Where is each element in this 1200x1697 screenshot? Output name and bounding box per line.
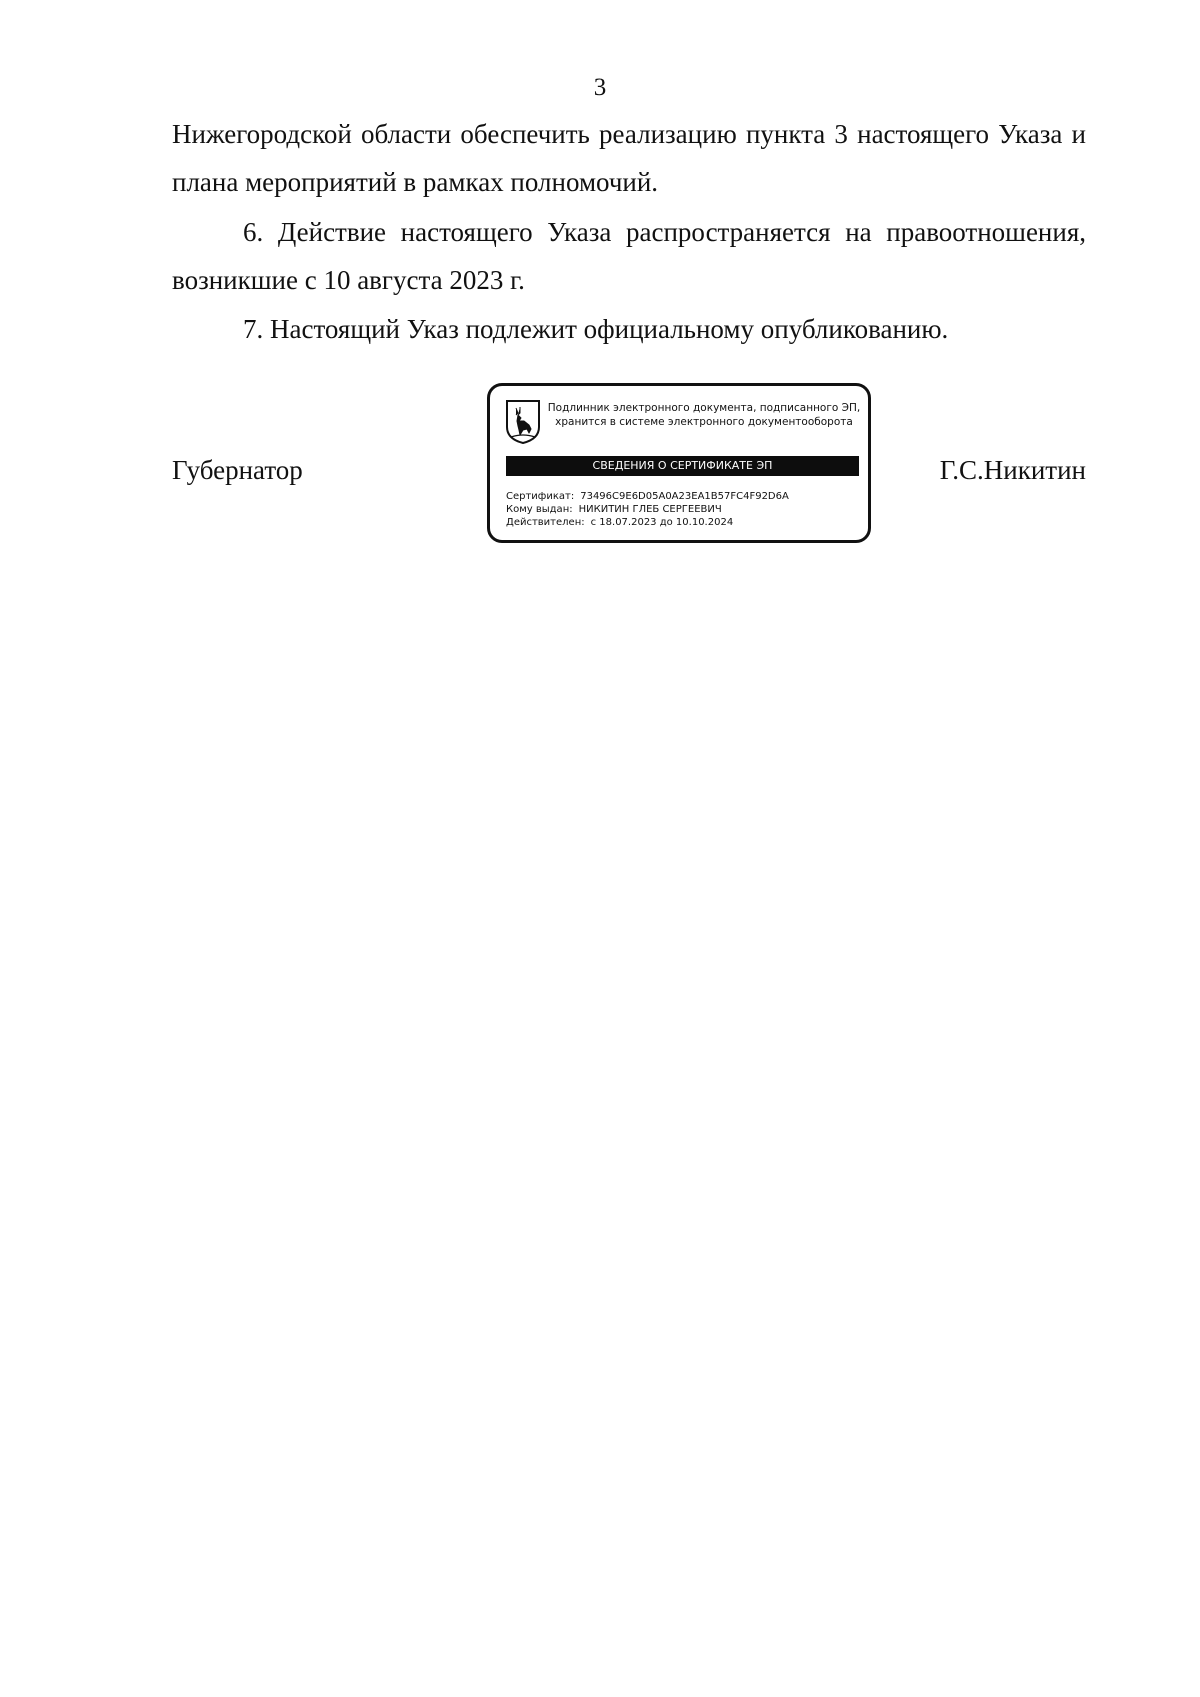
- issued-to-value: НИКИТИН ГЛЕБ СЕРГЕЕВИЧ: [578, 504, 722, 515]
- paragraph-continuation: Нижегородской области обеспечить реализацию пункта 3 настоящего Указа и плана мероприятий в рамках полномочий.: [172, 119, 1086, 197]
- validity-row: [506, 516, 789, 529]
- stamp-header-line: Подлинник электронного документа, подписанного ЭП,: [547, 402, 861, 414]
- stamp-bar-title: СВЕДЕНИЯ О СЕРТИФИКАТЕ ЭП: [506, 456, 859, 476]
- stamp-certificate-info: [506, 490, 789, 529]
- paragraph-item-7: 7. Настоящий Указ подлежит официальному опубликованию.: [243, 314, 949, 344]
- stamp-header-line: хранится в системе электронного документооборота: [555, 416, 853, 428]
- deer-coat-of-arms-icon: [505, 399, 541, 445]
- issued-to-row: [506, 503, 789, 516]
- validity-value: с 18.07.2023 до 10.10.2024: [590, 517, 734, 528]
- stamp-header: [545, 401, 863, 429]
- certificate-label: Сертификат:: [506, 491, 575, 502]
- signatory-name: Г.С.Никитин: [939, 455, 1086, 485]
- certificate-row: [506, 490, 789, 503]
- certificate-value: 73496C9E6D05A0A23EA1B57FC4F92D6A: [580, 491, 789, 502]
- electronic-signature-stamp: [487, 383, 871, 543]
- page-number: 3: [593, 74, 607, 101]
- validity-label: Действителен:: [506, 517, 585, 528]
- issued-to-label: Кому выдан:: [506, 504, 573, 515]
- paragraph-item-6: 6. Действие настоящего Указа распространяется на правоотношения, возникшие с 10 августа 2023 г.: [172, 217, 1086, 295]
- signatory-title: Губернатор: [172, 455, 303, 485]
